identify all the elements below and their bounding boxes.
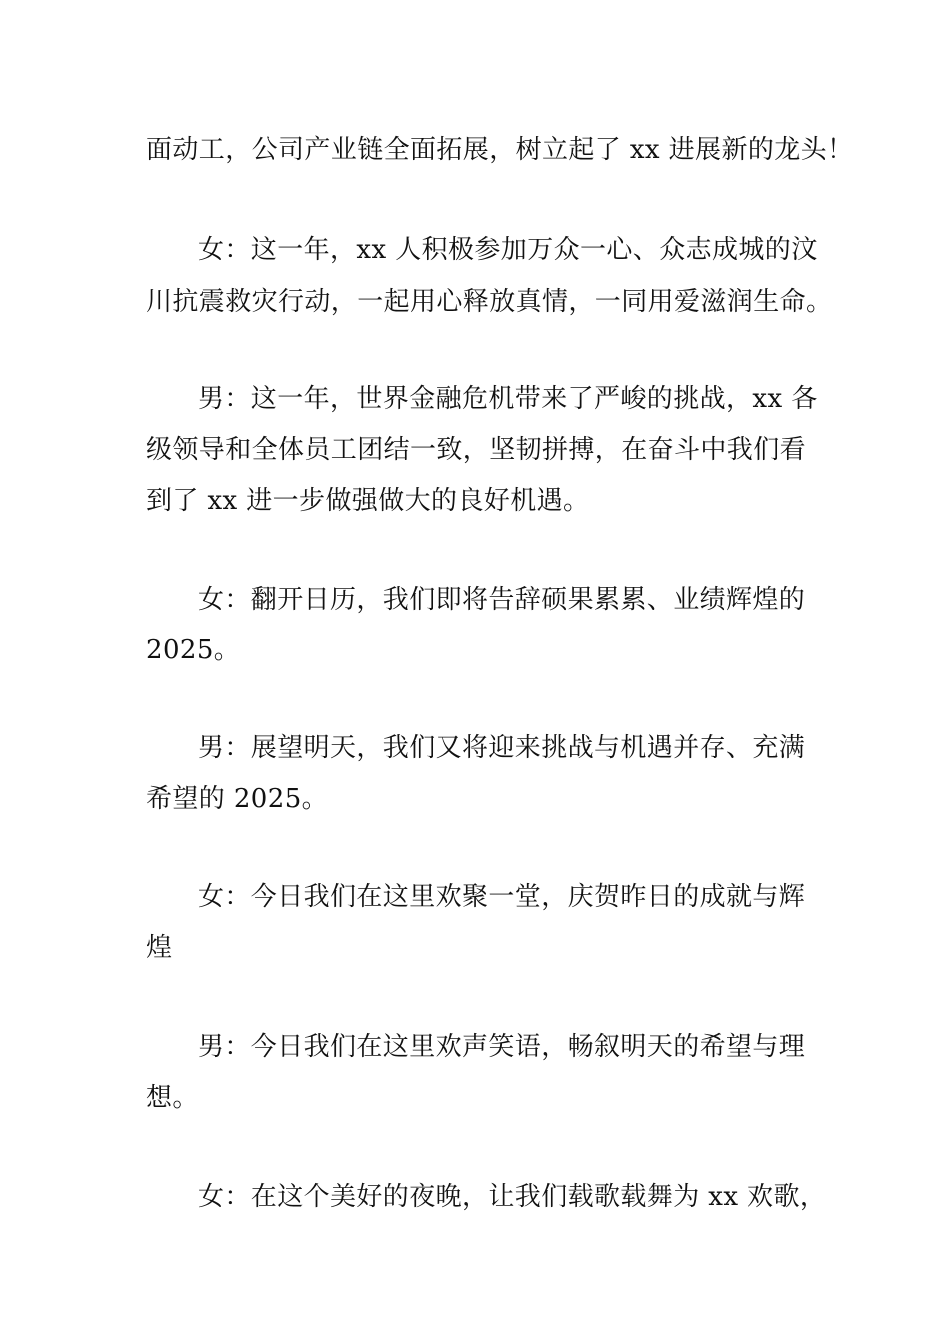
text-line: 希望的 2025。 xyxy=(146,784,329,814)
text-line: 女：在这个美好的夜晚，让我们载歌载舞为 xx 欢歌， xyxy=(198,1182,827,1212)
text-line: 煌 xyxy=(146,933,173,963)
text-line: 女：翻开日历，我们即将告辞硕果累累、业绩辉煌的 xyxy=(198,585,806,615)
text-line: 男：展望明天，我们又将迎来挑战与机遇并存、充满 xyxy=(198,733,806,763)
text-line: 男：今日我们在这里欢声笑语，畅叙明天的希望与理 xyxy=(198,1032,806,1062)
text-line: 男：这一年，世界金融危机带来了严峻的挑战，xx 各 xyxy=(198,384,818,414)
text-line: 面动工，公司产业链全面拓展，树立起了 xx 进展新的龙头！ xyxy=(146,135,854,165)
text-line: 女：今日我们在这里欢聚一堂，庆贺昨日的成就与辉 xyxy=(198,882,806,912)
text-line: 2025。 xyxy=(146,635,241,665)
text-line: 到了 xx 进一步做强做大的良好机遇。 xyxy=(146,486,590,516)
text-line: 女：这一年，xx 人积极参加万众一心、众志成城的汶 xyxy=(198,235,818,265)
text-line: 川抗震救灾行动，一起用心释放真情，一同用爱滋润生命。 xyxy=(146,287,833,317)
text-line: 想。 xyxy=(146,1083,199,1113)
text-line: 级领导和全体员工团结一致，坚韧拼搏，在奋斗中我们看 xyxy=(146,435,807,465)
